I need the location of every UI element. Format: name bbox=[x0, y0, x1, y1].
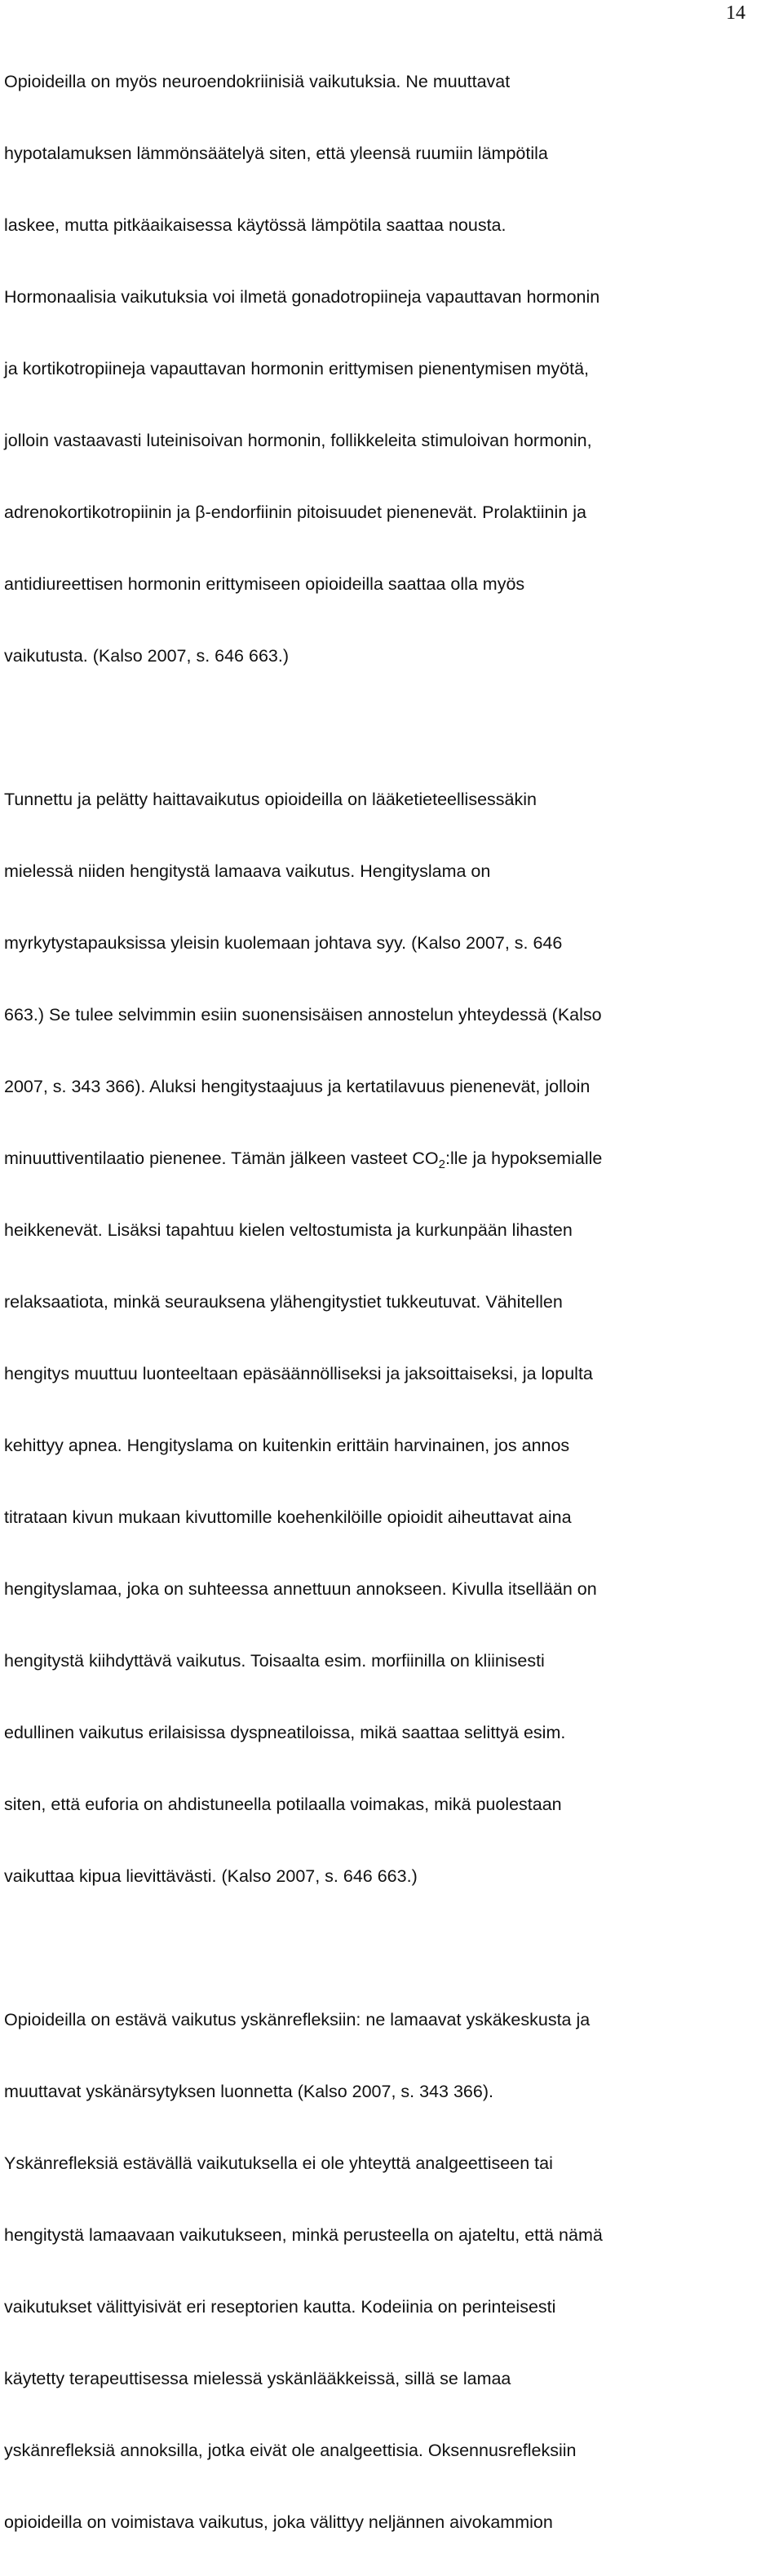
text-line: vaikutukset välittyisivät eri reseptorien kautta. Kodeiinia on perinteisesti bbox=[4, 2297, 556, 2317]
text-line: hypotalamuksen lämmönsäätelyä siten, että yleensä ruumiin lämpötila bbox=[4, 144, 548, 163]
text-line: hengitys muuttuu luonteeltaan epäsäännölliseksi ja jaksoittaiseksi, ja lopulta bbox=[4, 1364, 593, 1383]
text-line: relaksaatiota, minkä seurauksena ylähengitystiet tukkeutuvat. Vähitellen bbox=[4, 1292, 563, 1312]
text-line: yskänrefleksiä annoksilla, jotka eivät ole analgeettisia. Oksennusrefleksiin bbox=[4, 2441, 577, 2460]
text-line: Opioideilla on estävä vaikutus yskänrefleksiin: ne lamaavat yskäkeskusta ja bbox=[4, 2010, 591, 2029]
text-line: mielessä niiden hengitystä lamaava vaikutus. Hengityslama on bbox=[4, 861, 491, 881]
text-line: käytetty terapeuttisessa mielessä yskänlääkkeissä, sillä se lamaa bbox=[4, 2369, 511, 2388]
page-number: 14 bbox=[726, 2, 745, 24]
text-line: Hormonaalisia vaikutuksia voi ilmetä gonadotropiineja vapauttavan hormonin bbox=[4, 287, 600, 307]
text-line: hengitystä lamaavaan vaikutukseen, minkä perusteella on ajateltu, että nämä bbox=[4, 2225, 603, 2245]
text-line: titrataan kivun mukaan kivuttomille koehenkilöille opioidit aiheuttavat aina bbox=[4, 1507, 572, 1527]
text-line-co2 bbox=[4, 1140, 775, 1176]
text-line: Opioideilla on myös neuroendokriinisiä vaikutuksia. Ne muuttavat bbox=[4, 72, 511, 91]
text-line: opioideilla on voimistava vaikutus, joka välittyy neljännen aivokammion bbox=[4, 2512, 553, 2532]
co2-line-suffix: :lle ja hypoksemialle bbox=[445, 1149, 603, 1168]
paragraph-respiratory-depression bbox=[4, 746, 775, 1930]
text-line: muuttavat yskänärsytyksen luonnetta (Kalso 2007, s. 343 366). bbox=[4, 2082, 493, 2101]
text-line: Yskänrefleksiä estävällä vaikutuksella ei ole yhteyttä analgeettiseen tai bbox=[4, 2153, 553, 2173]
text-line: 663.) Se tulee selvimmin esiin suonensisäisen annostelun yhteydessä (Kalso bbox=[4, 1005, 602, 1025]
text-line: adrenokortikotropiinin ja β-endorfiinin pitoisuudet pienenevät. Prolaktiinin ja bbox=[4, 502, 586, 522]
paragraph-neuroendocrine bbox=[4, 28, 775, 710]
co2-subscript: 2 bbox=[438, 1157, 445, 1171]
text-line: edullinen vaikutus erilaisissa dyspneatiloissa, mikä saattaa selittyä esim. bbox=[4, 1723, 566, 1742]
text-line: jolloin vastaavasti luteinisoivan hormonin, follikkeleita stimuloivan hormonin, bbox=[4, 431, 592, 450]
text-line: kehittyy apnea. Hengityslama on kuitenkin erittäin harvinainen, jos annos bbox=[4, 1436, 570, 1455]
text-line: antidiureettisen hormonin erittymiseen opioideilla saattaa olla myös bbox=[4, 574, 525, 594]
document-body bbox=[4, 28, 775, 2576]
text-line: Tunnettu ja pelätty haittavaikutus opioideilla on lääketieteellisessäkin bbox=[4, 790, 537, 809]
paragraph-cough-reflex bbox=[4, 1966, 775, 2576]
text-line: hengityslamaa, joka on suhteessa annettuun annokseen. Kivulla itsellään on bbox=[4, 1579, 597, 1599]
text-line: vaikutusta. (Kalso 2007, s. 646 663.) bbox=[4, 646, 289, 666]
text-line: laskee, mutta pitkäaikaisessa käytössä lämpötila saattaa nousta. bbox=[4, 215, 507, 235]
text-line: ja kortikotropiineja vapauttavan hormonin erittymisen pienentymisen myötä, bbox=[4, 359, 590, 378]
text-line: vaikuttaa kipua lievittävästi. (Kalso 2007, s. 646 663.) bbox=[4, 1866, 418, 1886]
text-line: siten, että euforia on ahdistuneella potilaalla voimakas, mikä puolestaan bbox=[4, 1795, 562, 1814]
text-line: hengitystä kiihdyttävä vaikutus. Toisaalta esim. morfiinilla on kliinisesti bbox=[4, 1651, 545, 1671]
text-line: heikkenevät. Lisäksi tapahtuu kielen veltostumista ja kurkunpään lihasten bbox=[4, 1220, 573, 1240]
text-line: myrkytystapauksissa yleisin kuolemaan johtava syy. (Kalso 2007, s. 646 bbox=[4, 933, 563, 953]
co2-line-text: minuuttiventilaatio pienenee. Tämän jälkeen vasteet CO bbox=[4, 1149, 439, 1168]
text-line: 2007, s. 343 366). Aluksi hengitystaajuus ja kertatilavuus pienenevät, jolloin bbox=[4, 1077, 591, 1096]
